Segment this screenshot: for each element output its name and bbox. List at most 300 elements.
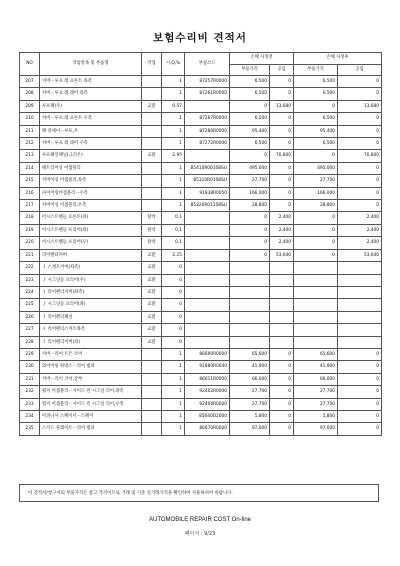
page-number: 페이지 : 9/23 xyxy=(184,531,216,537)
table-row xyxy=(20,200,382,212)
cell-work xyxy=(142,386,162,398)
cell-part-price-before xyxy=(230,262,270,274)
cell-no: 208 xyxy=(20,88,40,100)
cell-part-price-before xyxy=(230,311,270,323)
cell-labor-after: 0 xyxy=(338,162,382,174)
cell-part-price-before: 27,700 xyxy=(230,175,270,187)
table-row xyxy=(20,125,382,137)
cell-part-code: 87272R0000 xyxy=(185,138,230,150)
cell-item: Ｉ 시그널등 프리어(좌) xyxy=(40,299,142,311)
cell-no: 234 xyxy=(20,410,40,422)
cell-no: 209 xyxy=(20,100,40,112)
table-row xyxy=(20,410,382,422)
cell-no: 216 xyxy=(20,187,40,199)
cell-no: 221 xyxy=(20,249,40,261)
cell-part-code xyxy=(185,237,230,249)
cell-labor-before: 2,400 xyxy=(270,212,294,224)
cell-item: Ｉ 시그널등 프리어(우) xyxy=(40,274,142,286)
cell-part-price-after: 5,800 xyxy=(294,410,338,422)
cell-qty: 0 xyxy=(162,336,185,348)
cell-part-price-after xyxy=(294,299,338,311)
cell-labor-after: 0 xyxy=(338,125,382,137)
cell-qty: 0 xyxy=(162,311,185,323)
table-row xyxy=(20,373,382,385)
cell-qty: 1 xyxy=(162,76,185,88)
cell-qty: 1 xyxy=(162,138,185,150)
header-part-code: 부품코드 xyxy=(185,53,230,76)
cell-work: 교환 xyxy=(142,100,162,112)
cell-work: 교환 xyxy=(142,311,162,323)
cell-part-price-before: 166,000 xyxy=(230,187,270,199)
cell-part-price-before xyxy=(230,299,270,311)
header-labor-before: 공임 xyxy=(270,64,294,76)
cell-qty: 0 xyxy=(162,262,185,274)
cell-work xyxy=(142,138,162,150)
cell-part-code xyxy=(185,311,230,323)
cell-labor-before xyxy=(270,299,294,311)
cell-no: 217 xyxy=(20,200,40,212)
cell-part-price-before: 27,700 xyxy=(230,386,270,398)
cell-part-code: 85320R0110BSU xyxy=(185,200,230,212)
cell-no: 231 xyxy=(20,373,40,385)
table-row xyxy=(20,324,382,336)
cell-qty: 1 xyxy=(162,398,185,410)
document-title: 보험수리비 견적서 xyxy=(153,32,247,44)
cell-item: Ｉ 리어펜더커버(좌) xyxy=(40,336,142,348)
cell-qty: 1 xyxy=(162,386,185,398)
cell-qty: 0 xyxy=(162,286,185,298)
cell-labor-after xyxy=(338,274,382,286)
cell-labor-after: 0 xyxy=(338,398,382,410)
cell-part-price-before: 6,500 xyxy=(230,88,270,100)
header-qty: 시,Q,% xyxy=(162,53,185,76)
cell-work xyxy=(142,175,162,187)
cell-labor-before: 0 xyxy=(270,398,294,410)
cell-part-price-after: 95,400 xyxy=(294,125,338,137)
cell-part-price-before: 41,900 xyxy=(230,361,270,373)
cell-part-price-after xyxy=(294,311,338,323)
cell-labor-after xyxy=(338,262,382,274)
cell-labor-before: 0 xyxy=(270,386,294,398)
cell-part-code: 92402R0000 xyxy=(185,386,230,398)
cell-labor-before: 0 xyxy=(270,410,294,422)
cell-labor-before xyxy=(270,262,294,274)
cell-labor-after: 0 xyxy=(338,386,382,398)
cell-part-code: 85310R010BSU xyxy=(185,175,230,187)
cell-labor-before: 0 xyxy=(270,125,294,137)
cell-part-code xyxy=(185,212,230,224)
cell-qty: 1 xyxy=(162,125,185,137)
cell-qty: 2.95 xyxy=(162,150,185,162)
cell-qty: 0 xyxy=(162,299,185,311)
table-row xyxy=(20,76,382,88)
cell-part-price-before xyxy=(230,274,270,286)
cell-labor-after xyxy=(338,286,382,298)
cell-item: 커버어싱 어셈블리,우측 xyxy=(40,200,142,212)
table-row xyxy=(20,348,382,360)
cell-item: 커버－루프 레 레어 우측 xyxy=(40,138,142,150)
cell-qty: 1 xyxy=(162,113,185,125)
cell-part-price-before: 28,800 xyxy=(230,200,270,212)
cell-part-price-after: 0 xyxy=(294,224,338,236)
cell-item: 루프헤일패널(크리우) xyxy=(40,150,142,162)
cell-work: 탈착 xyxy=(142,212,162,224)
cell-part-code: 87261R0000 xyxy=(185,88,230,100)
cell-part-code xyxy=(185,249,230,261)
cell-item: Ｉ 리어펜더스커트좌측 xyxy=(40,324,142,336)
cell-labor-after: 0 xyxy=(338,187,382,199)
cell-qty: 0 xyxy=(162,324,185,336)
cell-part-code xyxy=(185,100,230,112)
cell-no: 235 xyxy=(20,423,40,435)
header-labor-after: 공임 xyxy=(338,64,382,76)
cell-part-code: 85640D2000 xyxy=(185,410,230,422)
cell-part-price-after: 166,000 xyxy=(294,187,338,199)
cell-item: 커버－루프 레 프론트 우측 xyxy=(40,113,142,125)
cell-part-price-after: 0 xyxy=(294,100,338,112)
cell-work xyxy=(142,348,162,360)
cell-work: 교환 xyxy=(142,274,162,286)
cell-no: 228 xyxy=(20,336,40,348)
table-row xyxy=(20,299,382,311)
cell-part-code: 86611R0000 xyxy=(185,373,230,385)
cell-qty: 1 xyxy=(162,423,185,435)
cell-labor-after: 2,400 xyxy=(338,224,382,236)
cell-labor-after: 2,400 xyxy=(338,212,382,224)
cell-work: 교환 xyxy=(142,324,162,336)
table-row xyxy=(20,423,382,435)
cell-labor-after: 53,040 xyxy=(338,249,382,261)
cell-part-price-before: 97,000 xyxy=(230,423,270,435)
table-row xyxy=(20,138,382,150)
cell-part-price-before: 6,500 xyxy=(230,113,270,125)
cell-part-price-before: 0 xyxy=(230,249,270,261)
cell-qty: 0.1 xyxy=(162,224,185,236)
cell-no: 218 xyxy=(20,212,40,224)
cell-no: 210 xyxy=(20,113,40,125)
cell-no: 225 xyxy=(20,299,40,311)
cell-qty: 1 xyxy=(162,361,185,373)
cell-item: Ｉ 스케트커버(좌측) xyxy=(40,262,142,274)
table-row xyxy=(20,336,382,348)
cell-part-code: 86670R0000 xyxy=(185,423,230,435)
cell-qty: 1 xyxy=(162,348,185,360)
cell-labor-after: 0 xyxy=(338,138,382,150)
cell-labor-before: 0 xyxy=(270,187,294,199)
cell-item: 팩 앗세이－루프,우 xyxy=(40,125,142,137)
cell-item: 어시스트핸들 프리어(좌) xyxy=(40,224,142,236)
cell-no: 215 xyxy=(20,175,40,187)
cell-item: 와이어링 하네스－리어 범퍼 xyxy=(40,361,142,373)
cell-labor-after: 0 xyxy=(338,113,382,125)
cell-labor-before: 2,400 xyxy=(270,224,294,236)
cell-qty: 0.1 xyxy=(162,212,185,224)
cell-labor-after: 0 xyxy=(338,175,382,187)
header-work: 작업 xyxy=(142,53,162,76)
cell-qty: 1 xyxy=(162,162,185,174)
cell-item: 루프패(우) xyxy=(40,100,142,112)
cell-part-price-after: 6,500 xyxy=(294,88,338,100)
table-row xyxy=(20,212,382,224)
cell-item: 커버－루프 레 레어 좌측 xyxy=(40,88,142,100)
cell-item: 리어펜더커버 xyxy=(40,249,142,261)
header-group-after: 손해 사정후 xyxy=(294,53,382,65)
cell-labor-before: 0 xyxy=(270,361,294,373)
cell-item: 커버어싱 어셈블리,좌측 xyxy=(40,175,142,187)
cell-part-price-after xyxy=(294,274,338,286)
cell-work: 교환 xyxy=(142,286,162,298)
table-row xyxy=(20,224,382,236)
cell-part-price-before: 0 xyxy=(230,237,270,249)
cell-part-code: 87280R0000 xyxy=(185,125,230,137)
cell-work xyxy=(142,361,162,373)
cell-labor-before xyxy=(270,286,294,298)
cell-part-price-before: 0 xyxy=(230,212,270,224)
cell-labor-after: 0 xyxy=(338,361,382,373)
cell-part-code xyxy=(185,299,230,311)
cell-labor-after: 0 xyxy=(338,348,382,360)
cell-part-price-after: 0 xyxy=(294,212,338,224)
cell-part-price-before xyxy=(230,324,270,336)
cell-item: 파이어링어셈블리－우측 xyxy=(40,187,142,199)
cell-work: 탈착 xyxy=(142,224,162,236)
cell-part-code: 86690R0000 xyxy=(185,348,230,360)
cell-part-price-after xyxy=(294,262,338,274)
cell-labor-before: 0 xyxy=(270,138,294,150)
cell-part-price-after: 41,900 xyxy=(294,361,338,373)
cell-qty: 0.57 xyxy=(162,100,185,112)
cell-no: 211 xyxy=(20,125,40,137)
table-row xyxy=(20,88,382,100)
header-part-price-after: 부품가격 xyxy=(294,64,338,76)
table-row xyxy=(20,262,382,274)
cell-part-code xyxy=(185,274,230,286)
cell-labor-before: 0 xyxy=(270,88,294,100)
cell-labor-after: 2,400 xyxy=(338,237,382,249)
cell-work xyxy=(142,76,162,88)
cell-labor-before xyxy=(270,311,294,323)
cell-labor-before: 0 xyxy=(270,76,294,88)
cell-labor-before: 53,040 xyxy=(270,249,294,261)
cell-item: 어시스트핸들 프론트(좌) xyxy=(40,212,142,224)
cell-labor-after: 0 xyxy=(338,200,382,212)
cell-qty: 0 xyxy=(162,274,185,286)
cell-labor-before: 0 xyxy=(270,200,294,212)
cell-work xyxy=(142,423,162,435)
cell-labor-before xyxy=(270,274,294,286)
cell-item: 어퍼나사 스페이서－스페어 xyxy=(40,410,142,422)
cell-part-code xyxy=(185,336,230,348)
cell-qty: 1 xyxy=(162,187,185,199)
disclaimer-note: 이 견적서/청구서의 부품가격은 참고 가격이므로 거래 및 기준 실거래가격을 확인하여 사용하셔야 바랍니다. xyxy=(19,484,379,502)
cell-part-price-after: 6,500 xyxy=(294,138,338,150)
table-row xyxy=(20,286,382,298)
cell-labor-before: 0 xyxy=(270,373,294,385)
table-row xyxy=(20,150,382,162)
table-row xyxy=(20,237,382,249)
cell-no: 214 xyxy=(20,162,40,174)
cell-no: 227 xyxy=(20,324,40,336)
cell-part-code: 92406R0000 xyxy=(185,398,230,410)
table-row xyxy=(20,274,382,286)
estimate-table xyxy=(19,52,382,436)
cell-part-code: 87257R0000 xyxy=(185,76,230,88)
cell-labor-after xyxy=(338,324,382,336)
cell-labor-after: 0 xyxy=(338,423,382,435)
cell-labor-after: 0 xyxy=(338,373,382,385)
cell-labor-before: 13,680 xyxy=(270,100,294,112)
table-row xyxy=(20,311,382,323)
table-row xyxy=(20,361,382,373)
cell-qty: 1 xyxy=(162,410,185,422)
cell-item: 커버－리어 트픈 코어 xyxy=(40,348,142,360)
cell-no: 212 xyxy=(20,138,40,150)
cell-part-price-before: 495,000 xyxy=(230,162,270,174)
cell-no: 207 xyxy=(20,76,40,88)
cell-item: 스키드 플레이트－리어 범퍼 xyxy=(40,423,142,435)
cell-no: 220 xyxy=(20,237,40,249)
cell-item: Ｉ 리어펜더커버(좌측) xyxy=(40,286,142,298)
cell-part-price-after: 0 xyxy=(294,150,338,162)
cell-part-price-after: 28,800 xyxy=(294,200,338,212)
cell-part-price-before: 0 xyxy=(230,100,270,112)
table-row xyxy=(20,249,382,261)
cell-no: 219 xyxy=(20,224,40,236)
cell-item: 어시스트핸들 프리어(우) xyxy=(40,237,142,249)
cell-no: 232 xyxy=(20,386,40,398)
cell-qty: 1 xyxy=(162,88,185,100)
cell-labor-before: 2,400 xyxy=(270,237,294,249)
cell-labor-before: 0 xyxy=(270,348,294,360)
cell-part-price-before: 6,500 xyxy=(230,76,270,88)
cell-labor-after xyxy=(338,299,382,311)
cell-part-price-after: 495,000 xyxy=(294,162,338,174)
cell-part-code: 91880R0040 xyxy=(185,361,230,373)
cell-part-price-after: 6,500 xyxy=(294,113,338,125)
cell-part-code: 91838R0050 xyxy=(185,187,230,199)
table-row xyxy=(20,113,382,125)
cell-part-code: 85410R0010BSU xyxy=(185,162,230,174)
cell-work xyxy=(142,113,162,125)
cell-part-price-before: 0 xyxy=(230,150,270,162)
cell-no: 230 xyxy=(20,361,40,373)
cell-part-price-before: 66,000 xyxy=(230,373,270,385)
cell-part-price-after: 27,700 xyxy=(294,175,338,187)
cell-part-price-after: 6,500 xyxy=(294,76,338,88)
cell-work xyxy=(142,162,162,174)
cell-item: 패트리어싱 어셈블리 xyxy=(40,162,142,174)
header-item: 작업항목 및 부품명 xyxy=(40,53,142,76)
header-part-price-before: 부품가격 xyxy=(230,64,270,76)
cell-labor-after xyxy=(338,336,382,348)
cell-part-price-after: 66,000 xyxy=(294,373,338,385)
cell-work xyxy=(142,200,162,212)
cell-labor-before xyxy=(270,324,294,336)
cell-part-price-before: 6,500 xyxy=(230,138,270,150)
cell-part-price-before xyxy=(230,286,270,298)
cell-part-price-after: 27,700 xyxy=(294,386,338,398)
cell-part-price-after xyxy=(294,286,338,298)
header-no: NO xyxy=(20,53,40,76)
cell-work xyxy=(142,373,162,385)
table-row xyxy=(20,398,382,410)
cell-work xyxy=(142,410,162,422)
cell-work xyxy=(142,125,162,137)
cell-part-price-before: 95,400 xyxy=(230,125,270,137)
cell-qty: 1 xyxy=(162,200,185,212)
cell-item: 커버－루프 레 프론트 좌측 xyxy=(40,76,142,88)
cell-work xyxy=(142,187,162,199)
cell-labor-after: 0 xyxy=(338,88,382,100)
cell-part-code xyxy=(185,150,230,162)
footer-title: AUTOMOBILE REPAIR COST On-line xyxy=(148,517,252,523)
cell-work xyxy=(142,88,162,100)
cell-labor-after xyxy=(338,311,382,323)
cell-work: 교환 xyxy=(142,262,162,274)
cell-labor-after: 13,680 xyxy=(338,100,382,112)
cell-part-code xyxy=(185,262,230,274)
cell-work: 탈착 xyxy=(142,237,162,249)
cell-part-price-before: 0 xyxy=(230,224,270,236)
cell-qty: 2.25 xyxy=(162,249,185,261)
cell-work: 교환 xyxy=(142,249,162,261)
cell-part-price-after: 0 xyxy=(294,249,338,261)
cell-qty: 0.1 xyxy=(162,237,185,249)
cell-part-price-after xyxy=(294,336,338,348)
table-row xyxy=(20,187,382,199)
cell-item: 커버－리어 코어,상부 xyxy=(40,373,142,385)
table-row xyxy=(20,100,382,112)
cell-no: 233 xyxy=(20,398,40,410)
cell-labor-before: 70,800 xyxy=(270,150,294,162)
table-row xyxy=(20,162,382,174)
cell-part-price-after: 27,700 xyxy=(294,398,338,410)
cell-part-price-after xyxy=(294,324,338,336)
cell-item: 휠커 어셈블리－사이드 런 시그널 리어,좌측 xyxy=(40,386,142,398)
cell-no: 224 xyxy=(20,286,40,298)
cell-item: Ｉ 리어펜더패널 xyxy=(40,311,142,323)
cell-no: 226 xyxy=(20,311,40,323)
cell-work: 교환 xyxy=(142,150,162,162)
table-row xyxy=(20,386,382,398)
cell-part-price-after: 97,000 xyxy=(294,423,338,435)
cell-qty: 1 xyxy=(162,175,185,187)
cell-no: 223 xyxy=(20,274,40,286)
table-row xyxy=(20,175,382,187)
cell-item: 휠커 어셈블리－사이드 런 시그널 리어,우측 xyxy=(40,398,142,410)
cell-work: 교환 xyxy=(142,299,162,311)
cell-labor-before: 0 xyxy=(270,175,294,187)
cell-part-code xyxy=(185,286,230,298)
cell-part-price-before: 27,700 xyxy=(230,398,270,410)
cell-labor-after: 70,800 xyxy=(338,150,382,162)
cell-labor-before: 0 xyxy=(270,113,294,125)
cell-part-price-before xyxy=(230,336,270,348)
cell-part-price-before: 5,800 xyxy=(230,410,270,422)
cell-part-price-before: 65,600 xyxy=(230,348,270,360)
cell-part-price-after: 0 xyxy=(294,237,338,249)
cell-part-code xyxy=(185,324,230,336)
cell-labor-before: 0 xyxy=(270,423,294,435)
cell-no: 229 xyxy=(20,348,40,360)
cell-qty: 1 xyxy=(162,373,185,385)
header-group-before: 손해 사정전 xyxy=(230,53,294,65)
cell-part-code: 87267R0000 xyxy=(185,113,230,125)
cell-no: 213 xyxy=(20,150,40,162)
cell-labor-before: 0 xyxy=(270,162,294,174)
cell-labor-after: 0 xyxy=(338,410,382,422)
cell-part-price-after: 65,600 xyxy=(294,348,338,360)
